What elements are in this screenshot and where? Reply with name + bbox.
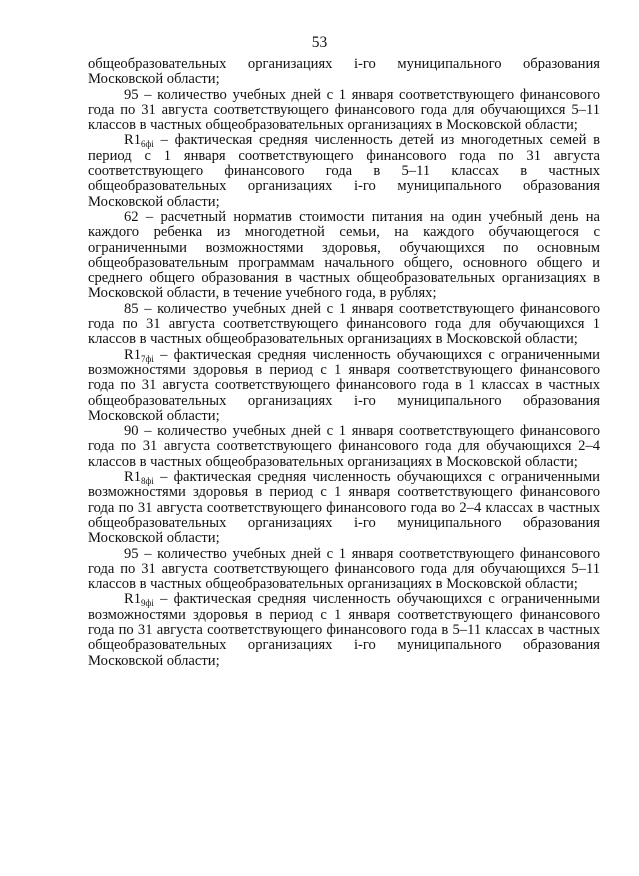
variable-subscript: 8фi	[141, 476, 154, 487]
document-body	[88, 57, 600, 669]
paragraph-text: общеобразовательных организациях i-го муниципального образования Московской области;	[88, 56, 600, 88]
paragraph-text: 85 – количество учебных дней с 1 января соответствующего финансового года по 31 августа соответствующего финансового года для обучающихся 1 классов в частных общеобразовательных организациях в Московской области;	[88, 300, 600, 348]
paragraph-text: – фактическая средняя численность детей из многодетных семей в период с 1 января соответствующего финансового года по 31 августа соответствующего финансового года в 5–11 классах в частных общеобразовательных организациях i-го муниципального образования Московской области;	[88, 132, 600, 210]
variable-subscript: 9фi	[141, 598, 154, 609]
paragraph-continuation	[88, 57, 600, 88]
page-number: 53	[311, 34, 328, 51]
paragraph-text: 95 – количество учебных дней с 1 января соответствующего финансового года по 31 августа соответствующего финансового года для обучающихся 5–11 классов в частных общеобразовательных организациях в Московской области;	[88, 86, 600, 134]
paragraph-text: – фактическая средняя численность обучающихся с ограниченными возможностями здоровья в период с 1 января соответствующего финансового года по 31 августа соответствующего финансового года в 1 классах в частных общеобразовательных организациях i-го муниципального образования Московской области;	[88, 346, 600, 424]
paragraph-text: – фактическая средняя численность обучающихся с ограниченными возможностями здоровья в период с 1 января соответствующего финансового года по 31 августа соответствующего финансового года в 5–11 классах в частных общеобразовательных организациях i-го муниципального образования Московской области;	[88, 591, 600, 669]
paragraph-r1-8fi-definition	[88, 470, 600, 546]
paragraph-meal-cost-norm	[88, 210, 600, 302]
paragraph-text: – фактическая средняя численность обучающихся с ограниченными возможностями здоровья в период с 1 января соответствующего финансового года по 31 августа соответствующего финансового года во 2–4 классах в частных общеобразовательных организациях i-го муниципального образования Московской области;	[88, 469, 600, 547]
variable-name: R1	[124, 346, 142, 363]
variable-subscript: 7фi	[141, 353, 154, 364]
paragraph-school-days-2-4	[88, 424, 600, 470]
paragraph-school-days-5-11	[88, 88, 600, 134]
variable-name: R1	[124, 132, 142, 149]
variable-subscript: 6фi	[141, 139, 154, 150]
variable-name: R1	[124, 469, 142, 486]
paragraph-school-days-5-11-second	[88, 547, 600, 593]
paragraph-r1-9fi-definition	[88, 592, 600, 668]
paragraph-r1-6fi-definition	[88, 133, 600, 209]
paragraph-text: 62 – расчетный норматив стоимости питания на один учебный день на каждого ребенка из многодетной семьи, на каждого обучающегося с ограниченными возможностями здоровья, обучающихся по основным общеобразовательным программам начального общего, основного общего и среднего общего образования в частных общеобразовательных организациях в Московской области, в течение учебного года, в рублях;	[88, 208, 600, 302]
variable-name: R1	[124, 591, 142, 608]
paragraph-text: 90 – количество учебных дней с 1 января соответствующего финансового года по 31 августа соответствующего финансового года для обучающихся 2–4 классов в частных общеобразовательных организациях в Московской области;	[88, 423, 600, 470]
paragraph-r1-7fi-definition	[88, 348, 600, 424]
paragraph-school-days-1	[88, 302, 600, 348]
paragraph-text: 95 – количество учебных дней с 1 января соответствующего финансового года по 31 августа соответствующего финансового года для обучающихся 5–11 классов в частных общеобразовательных организациях в Московской области;	[88, 545, 600, 593]
